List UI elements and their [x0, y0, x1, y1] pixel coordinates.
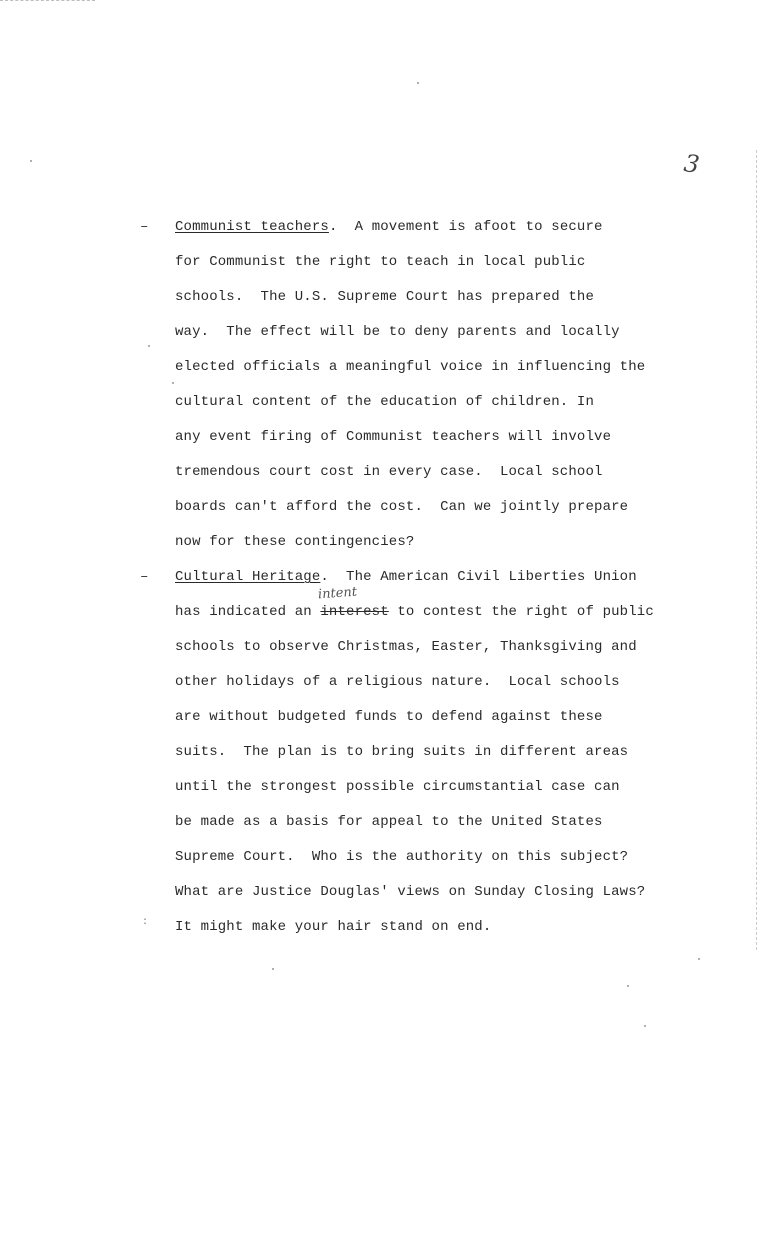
- text-line: [175, 568, 637, 586]
- scan-speck: [148, 345, 150, 347]
- struck-word: interest: [320, 604, 389, 620]
- text-line: way. The effect will be to deny parents and locally: [175, 324, 620, 340]
- text-line: [175, 603, 654, 621]
- text-fragment: . The American Civil Liberties Union: [320, 569, 637, 585]
- text-line: suits. The plan is to bring suits in different areas: [175, 744, 629, 760]
- scan-speck: [417, 82, 419, 84]
- text-line: boards can't afford the cost. Can we jointly prepare: [175, 499, 629, 515]
- section-heading: Communist teachers: [175, 219, 329, 235]
- text-line: other holidays of a religious nature. Local schools: [175, 674, 620, 690]
- bullet-dash: –: [140, 569, 149, 585]
- top-edge-mark: [0, 0, 95, 2]
- text-line: tremendous court cost in every case. Local school: [175, 464, 603, 480]
- text-fragment: has indicated an: [175, 604, 321, 620]
- scan-speck: [698, 958, 700, 960]
- text-line: any event firing of Communist teachers will involve: [175, 429, 612, 445]
- text-line: elected officials a meaningful voice in influencing the: [175, 359, 646, 375]
- scan-speck: [627, 985, 629, 987]
- right-edge-mark: [756, 150, 758, 950]
- text-line: What are Justice Douglas' views on Sunday Closing Laws?: [175, 884, 646, 900]
- scan-speck: [272, 968, 274, 970]
- text-line: for Communist the right to teach in local public: [175, 254, 586, 270]
- margin-mark: :: [142, 917, 149, 928]
- text-line: schools. The U.S. Supreme Court has prepared the: [175, 289, 595, 305]
- text-line: Supreme Court. Who is the authority on this subject?: [175, 849, 629, 865]
- handwritten-annotation: intent: [317, 584, 358, 603]
- bullet-dash: –: [140, 219, 149, 235]
- text-line: be made as a basis for appeal to the United States: [175, 814, 603, 830]
- text-line: now for these contingencies?: [175, 534, 415, 550]
- text-line: [175, 218, 603, 236]
- text-fragment: to contest the right of public: [388, 604, 654, 620]
- text-line: schools to observe Christmas, Easter, Thanksgiving and: [175, 639, 637, 655]
- section-heading: Cultural Heritage: [175, 569, 321, 585]
- scan-speck: [30, 160, 32, 162]
- text-line: It might make your hair stand on end.: [175, 919, 492, 935]
- scan-speck: [172, 382, 174, 384]
- page-number: 3: [682, 149, 702, 179]
- scan-speck: [644, 1025, 646, 1027]
- text-line: are without budgeted funds to defend against these: [175, 709, 603, 725]
- text-line: cultural content of the education of children. In: [175, 394, 595, 410]
- text-line: until the strongest possible circumstantial case can: [175, 779, 620, 795]
- text-fragment: . A movement is afoot to secure: [328, 219, 603, 235]
